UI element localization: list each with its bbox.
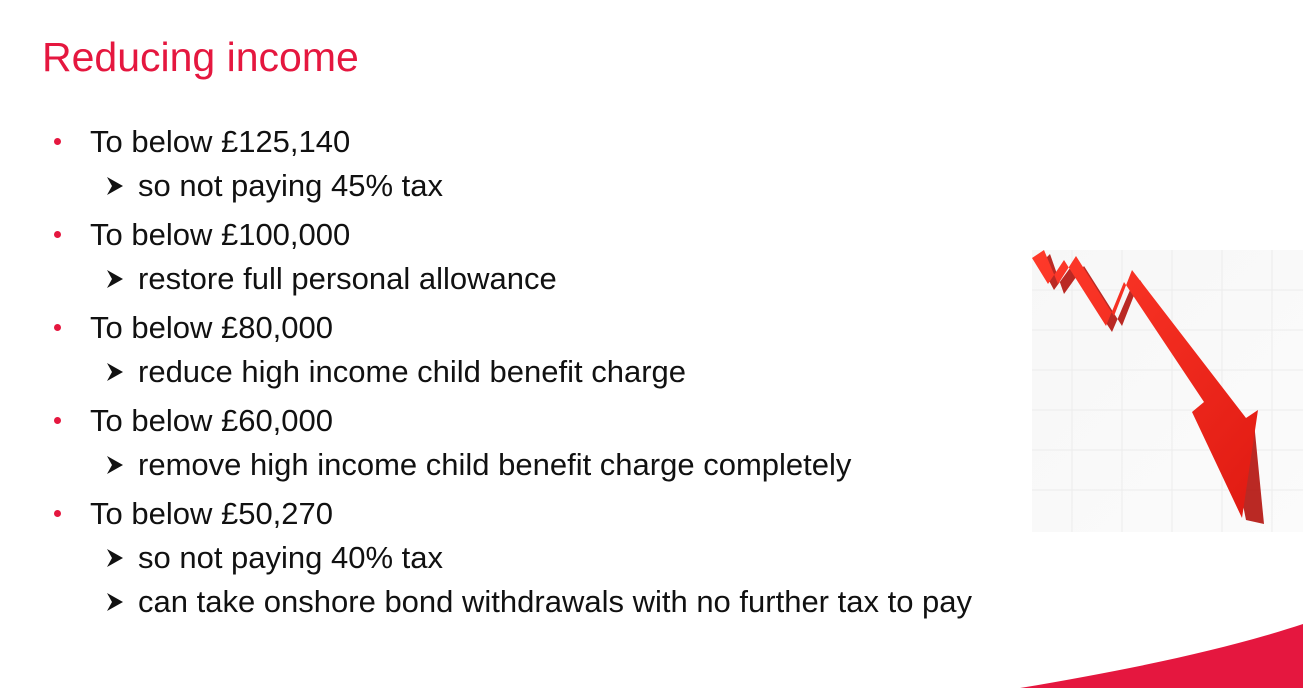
sub-item (90, 580, 972, 624)
bullet-text: To below £125,140 (90, 124, 351, 159)
bullet-item (50, 399, 972, 487)
slide-title: Reducing income (42, 34, 359, 80)
bullet-dot-icon (54, 138, 61, 145)
sub-text: so not paying 45% tax (138, 168, 444, 203)
sub-item (90, 350, 972, 394)
arrowhead-bullet-icon (106, 455, 124, 475)
sub-text: reduce high income child benefit charge (138, 354, 687, 389)
bullet-list (50, 120, 972, 629)
sub-list (90, 257, 972, 301)
bullet-item (50, 120, 972, 208)
sub-list (90, 443, 972, 487)
arrowhead-bullet-icon (106, 269, 124, 289)
bullet-dot-icon (54, 417, 61, 424)
bullet-dot-icon (54, 510, 61, 517)
falling-red-arrow-icon (1032, 250, 1303, 532)
bullet-text: To below £60,000 (90, 403, 334, 438)
bullet-dot-icon (54, 231, 61, 238)
arrowhead-bullet-icon (106, 362, 124, 382)
bullet-item (50, 213, 972, 301)
corner-swoosh-decoration (1020, 618, 1303, 688)
sub-item (90, 443, 972, 487)
sub-item (90, 257, 972, 301)
sub-text: so not paying 40% tax (138, 540, 444, 575)
sub-text: restore full personal allowance (138, 261, 557, 296)
arrowhead-bullet-icon (106, 176, 124, 196)
sub-text: can take onshore bond withdrawals with no further tax to pay (138, 584, 973, 619)
sub-text: remove high income child benefit charge completely (138, 447, 852, 482)
bullet-text: To below £80,000 (90, 310, 334, 345)
sub-list (90, 350, 972, 394)
sub-list (90, 164, 972, 208)
bullet-text: To below £100,000 (90, 217, 351, 252)
bullet-dot-icon (54, 324, 61, 331)
bullet-text: To below £50,270 (90, 496, 334, 531)
arrowhead-bullet-icon (106, 548, 124, 568)
sub-item (90, 164, 972, 208)
bullet-item (50, 492, 972, 624)
sub-list (90, 536, 972, 624)
sub-item (90, 536, 972, 580)
arrowhead-bullet-icon (106, 592, 124, 612)
bullet-item (50, 306, 972, 394)
